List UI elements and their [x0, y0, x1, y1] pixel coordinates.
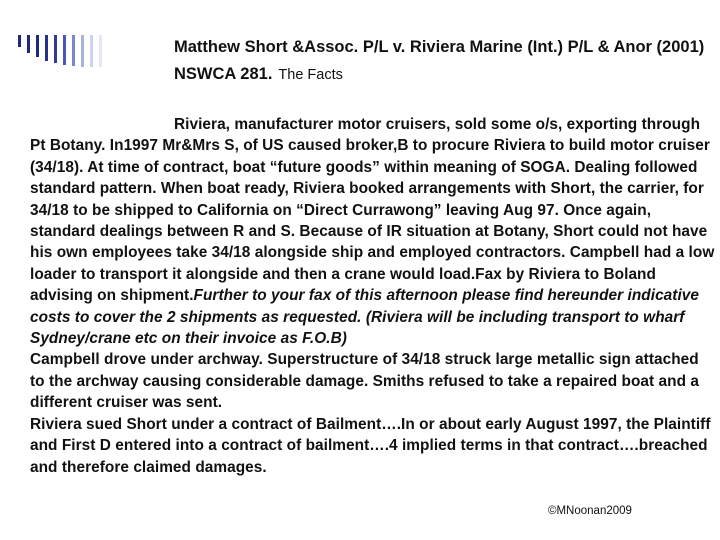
- decorative-bar: [90, 35, 93, 67]
- decorative-bar: [36, 35, 39, 57]
- slide-title-text: Matthew Short &Assoc. P/L v. Riviera Marine (Int.) P/L & Anor (2001) NSWCA 281.: [174, 38, 705, 83]
- decorative-bar: [99, 35, 102, 67]
- decorative-bar: [45, 35, 48, 61]
- decorative-bar: [18, 35, 21, 47]
- claim-paragraph: Riviera sued Short under a contract of Bailment….In or about early August 1997, the Plaintiff and First D entered into a contract of bailment….4 implied terms in that contract….breached and therefore claimed damages.: [30, 415, 711, 476]
- decorative-bar: [72, 35, 75, 66]
- decorative-bar: [81, 35, 84, 67]
- decorative-bar: [27, 35, 30, 53]
- slide-subtitle: The Facts: [278, 67, 343, 83]
- facts-paragraph: [30, 114, 716, 349]
- slide-body: [30, 114, 716, 478]
- decorative-bars: [18, 35, 102, 67]
- copyright-notice: ©MNoonan2009: [548, 505, 632, 517]
- fax-quote: Further to your fax of this afternoon please find hereunder indicative costs to cover the 2 shipments as requested. (Riviera will be including transport to wharf Sydney/crane etc on their invoice as F.O.B): [30, 287, 700, 348]
- decorative-bar: [54, 35, 57, 63]
- accident-paragraph: Campbell drove under archway. Superstructure of 34/18 struck large metallic sign attached to the archway causing considerable damage. Smiths refused to take a repaired boat and a different cruiser was sent.: [30, 351, 699, 412]
- facts-text: Riviera, manufacturer motor cruisers, sold some o/s, exporting through Pt Botany. In1997 Mr&Mrs S, of US caused broker,B to procure Riviera to build motor cruiser (34/18). At time of contract, boat “future goods” within meaning of SOGA. Dealing followed standard pattern. When boat ready, Riviera booked arrangements with Short, the carrier, for 34/18 to be shipped to California on “Direct Currawong” leaving Aug 97. Once again, standard dealings between R and S. Because of IR situation at Botany, Short could not have his own employees take 34/18 alongside ship and employed contractors. Campbell had a low loader to transport it alongside and then a crane would load.Fax by Riviera to Boland advising on shipment.: [30, 116, 715, 305]
- decorative-bar: [63, 35, 66, 65]
- slide-title: [174, 34, 714, 89]
